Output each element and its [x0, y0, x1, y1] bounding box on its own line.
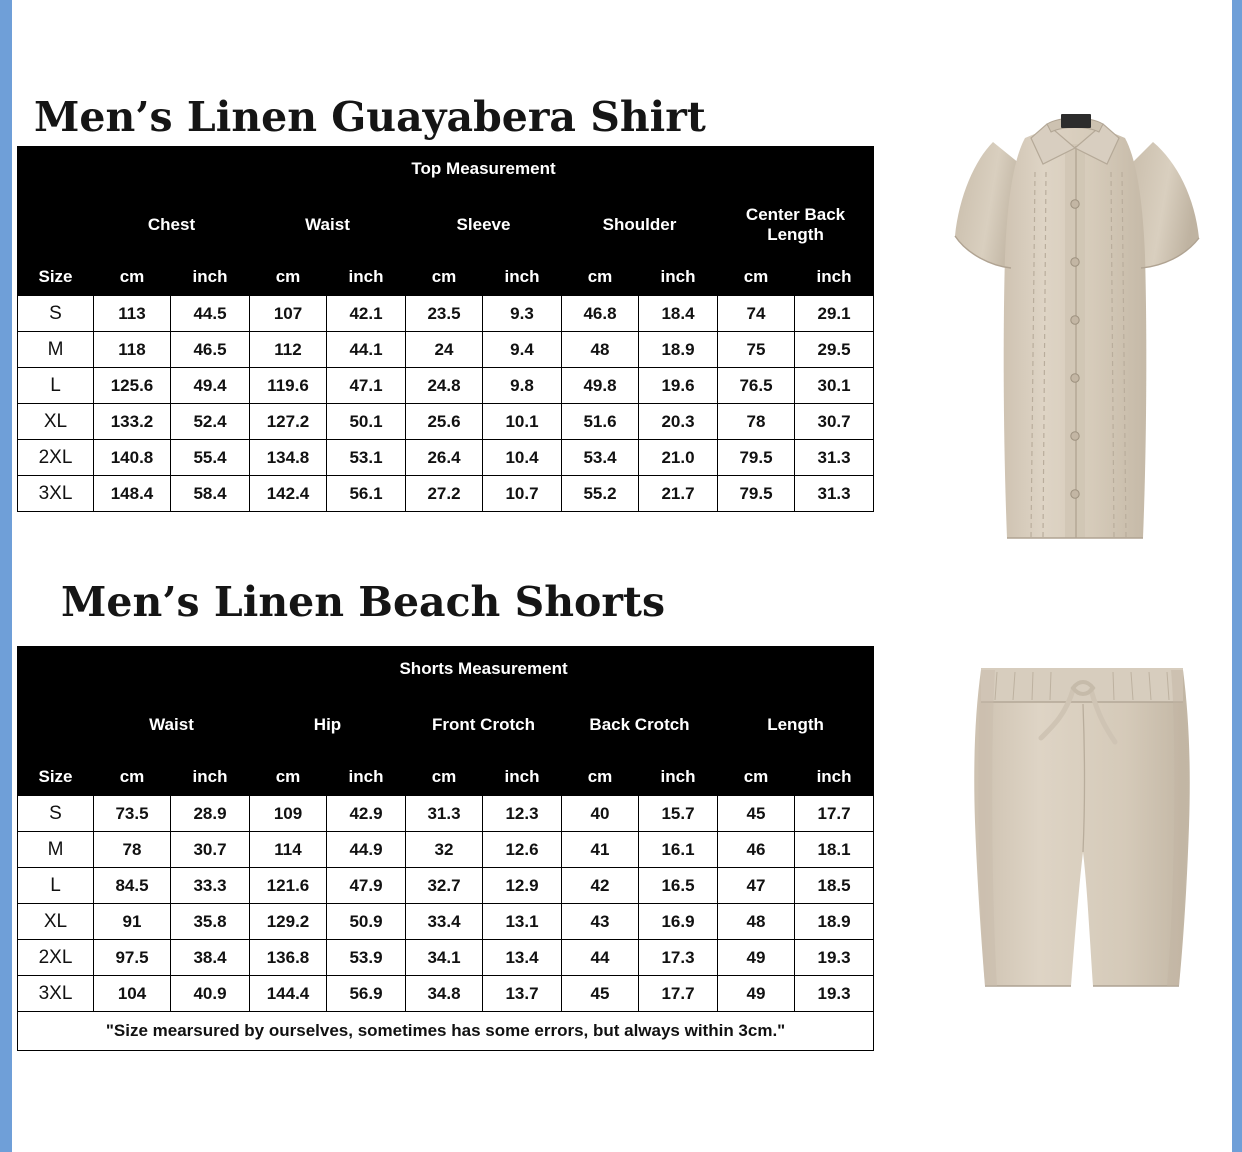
- shorts-unit-3: inch: [327, 759, 406, 796]
- shirt-unit-4: cm: [406, 259, 483, 296]
- cell: 19.3: [795, 940, 874, 976]
- cell: 32: [406, 832, 483, 868]
- shirt-unit-7: inch: [639, 259, 718, 296]
- cell: 12.9: [483, 868, 562, 904]
- cell: 10.1: [483, 404, 562, 440]
- shirt-size-table: [17, 146, 874, 512]
- cell: 134.8: [250, 440, 327, 476]
- shorts-row-size: XL: [18, 904, 94, 940]
- cell: 9.8: [483, 368, 562, 404]
- cell: 24.8: [406, 368, 483, 404]
- cell: 133.2: [94, 404, 171, 440]
- cell: 21.7: [639, 476, 718, 512]
- table-row: [18, 832, 874, 868]
- cell: 49: [718, 976, 795, 1012]
- shorts-group-header-row: [18, 647, 874, 692]
- cell: 50.9: [327, 904, 406, 940]
- shorts-section-title: Men’s Linen Beach Shorts: [61, 578, 666, 626]
- cell: 104: [94, 976, 171, 1012]
- cell: 74: [718, 296, 795, 332]
- cell: 121.6: [250, 868, 327, 904]
- shorts-unit-4: cm: [406, 759, 483, 796]
- cell: 17.7: [795, 796, 874, 832]
- table-row: [18, 404, 874, 440]
- cell: 34.8: [406, 976, 483, 1012]
- cell: 125.6: [94, 368, 171, 404]
- cell: 42.1: [327, 296, 406, 332]
- shirt-col-shoulder: Shoulder: [562, 192, 718, 259]
- cell: 19.3: [795, 976, 874, 1012]
- cell: 26.4: [406, 440, 483, 476]
- cell: 40.9: [171, 976, 250, 1012]
- content-area: [17, 0, 1232, 1152]
- cell: 56.9: [327, 976, 406, 1012]
- shirt-row-size: M: [18, 332, 94, 368]
- cell: 18.9: [639, 332, 718, 368]
- cell: 30.1: [795, 368, 874, 404]
- shirt-section-title: Men’s Linen Guayabera Shirt: [34, 93, 706, 141]
- cell: 45: [562, 976, 639, 1012]
- cell: 25.6: [406, 404, 483, 440]
- cell: 18.4: [639, 296, 718, 332]
- shorts-unit-7: inch: [639, 759, 718, 796]
- shirt-group-header-row: [18, 147, 874, 192]
- cell: 50.1: [327, 404, 406, 440]
- measurement-note-row: [18, 1012, 874, 1051]
- cell: 140.8: [94, 440, 171, 476]
- cell: 107: [250, 296, 327, 332]
- cell: 91: [94, 904, 171, 940]
- cell: 35.8: [171, 904, 250, 940]
- table-row: [18, 940, 874, 976]
- shirt-column-header-row: [18, 192, 874, 259]
- cell: 142.4: [250, 476, 327, 512]
- cell: 43: [562, 904, 639, 940]
- measurement-note: "Size mearsured by ourselves, sometimes has some errors, but always within 3cm.": [18, 1012, 874, 1051]
- cell: 113: [94, 296, 171, 332]
- shorts-unit-6: cm: [562, 759, 639, 796]
- cell: 18.5: [795, 868, 874, 904]
- cell: 16.5: [639, 868, 718, 904]
- shirt-row-size: 3XL: [18, 476, 94, 512]
- cell: 118: [94, 332, 171, 368]
- cell: 17.7: [639, 976, 718, 1012]
- shorts-col-hip: Hip: [250, 692, 406, 759]
- cell: 55.4: [171, 440, 250, 476]
- shorts-product-image: [937, 646, 1227, 1026]
- shirt-unit-6: cm: [562, 259, 639, 296]
- cell: 18.9: [795, 904, 874, 940]
- table-row: [18, 904, 874, 940]
- cell: 42: [562, 868, 639, 904]
- cell: 13.7: [483, 976, 562, 1012]
- cell: 30.7: [171, 832, 250, 868]
- table-row: [18, 368, 874, 404]
- table-row: [18, 440, 874, 476]
- shirt-col-sleeve: Sleeve: [406, 192, 562, 259]
- shorts-col-length: Length: [718, 692, 874, 759]
- shirt-unit-8: cm: [718, 259, 795, 296]
- cell: 17.3: [639, 940, 718, 976]
- cell: 48: [718, 904, 795, 940]
- cell: 29.5: [795, 332, 874, 368]
- shorts-size-label: Size: [18, 759, 94, 796]
- shorts-unit-2: cm: [250, 759, 327, 796]
- cell: 97.5: [94, 940, 171, 976]
- cell: 46.5: [171, 332, 250, 368]
- table-row: [18, 796, 874, 832]
- shorts-col-back-crotch: Back Crotch: [562, 692, 718, 759]
- shorts-unit-1: inch: [171, 759, 250, 796]
- cell: 40: [562, 796, 639, 832]
- cell: 24: [406, 332, 483, 368]
- cell: 49.8: [562, 368, 639, 404]
- cell: 79.5: [718, 476, 795, 512]
- cell: 16.9: [639, 904, 718, 940]
- cell: 45: [718, 796, 795, 832]
- cell: 79.5: [718, 440, 795, 476]
- cell: 46.8: [562, 296, 639, 332]
- shirt-unit-3: inch: [327, 259, 406, 296]
- cell: 52.4: [171, 404, 250, 440]
- cell: 53.1: [327, 440, 406, 476]
- shorts-row-size: 3XL: [18, 976, 94, 1012]
- shirt-unit-1: inch: [171, 259, 250, 296]
- table-row: [18, 976, 874, 1012]
- shorts-row-size: 2XL: [18, 940, 94, 976]
- shorts-unit-0: cm: [94, 759, 171, 796]
- shorts-row-size: L: [18, 868, 94, 904]
- shorts-column-header-row: [18, 692, 874, 759]
- shirt-product-image: [915, 86, 1235, 556]
- cell: 9.3: [483, 296, 562, 332]
- shorts-unit-5: inch: [483, 759, 562, 796]
- shorts-col-front-crotch: Front Crotch: [406, 692, 562, 759]
- cell: 33.4: [406, 904, 483, 940]
- shorts-size-table: [17, 646, 874, 1051]
- cell: 47.9: [327, 868, 406, 904]
- cell: 48: [562, 332, 639, 368]
- shirt-col-waist: Waist: [250, 192, 406, 259]
- cell: 31.3: [795, 440, 874, 476]
- cell: 129.2: [250, 904, 327, 940]
- cell: 34.1: [406, 940, 483, 976]
- shirt-col-chest: Chest: [94, 192, 250, 259]
- cell: 32.7: [406, 868, 483, 904]
- cell: 46: [718, 832, 795, 868]
- cell: 21.0: [639, 440, 718, 476]
- cell: 78: [718, 404, 795, 440]
- cell: 127.2: [250, 404, 327, 440]
- table-row: [18, 296, 874, 332]
- cell: 49: [718, 940, 795, 976]
- shirt-unit-0: cm: [94, 259, 171, 296]
- cell: 15.7: [639, 796, 718, 832]
- cell: 119.6: [250, 368, 327, 404]
- cell: 109: [250, 796, 327, 832]
- shorts-row-size: M: [18, 832, 94, 868]
- cell: 12.6: [483, 832, 562, 868]
- cell: 33.3: [171, 868, 250, 904]
- shirt-unit-5: inch: [483, 259, 562, 296]
- cell: 44.9: [327, 832, 406, 868]
- shorts-unit-8: cm: [718, 759, 795, 796]
- table-row: [18, 332, 874, 368]
- cell: 78: [94, 832, 171, 868]
- cell: 9.4: [483, 332, 562, 368]
- shorts-col-waist: Waist: [94, 692, 250, 759]
- cell: 41: [562, 832, 639, 868]
- cell: 76.5: [718, 368, 795, 404]
- cell: 136.8: [250, 940, 327, 976]
- cell: 56.1: [327, 476, 406, 512]
- cell: 42.9: [327, 796, 406, 832]
- shirt-unit-9: inch: [795, 259, 874, 296]
- table-row: [18, 476, 874, 512]
- cell: 19.6: [639, 368, 718, 404]
- cell: 31.3: [406, 796, 483, 832]
- cell: 16.1: [639, 832, 718, 868]
- cell: 112: [250, 332, 327, 368]
- cell: 84.5: [94, 868, 171, 904]
- cell: 55.2: [562, 476, 639, 512]
- cell: 28.9: [171, 796, 250, 832]
- cell: 29.1: [795, 296, 874, 332]
- cell: 38.4: [171, 940, 250, 976]
- shirt-row-size: L: [18, 368, 94, 404]
- cell: 10.4: [483, 440, 562, 476]
- shorts-unit-9: inch: [795, 759, 874, 796]
- shirt-row-size: S: [18, 296, 94, 332]
- cell: 148.4: [94, 476, 171, 512]
- cell: 31.3: [795, 476, 874, 512]
- cell: 53.9: [327, 940, 406, 976]
- cell: 114: [250, 832, 327, 868]
- cell: 27.2: [406, 476, 483, 512]
- cell: 44: [562, 940, 639, 976]
- shorts-row-size: S: [18, 796, 94, 832]
- cell: 18.1: [795, 832, 874, 868]
- shirt-unit-2: cm: [250, 259, 327, 296]
- cell: 23.5: [406, 296, 483, 332]
- cell: 58.4: [171, 476, 250, 512]
- cell: 47: [718, 868, 795, 904]
- shirt-unit-row: [18, 259, 874, 296]
- shirt-group-header: Top Measurement: [94, 147, 874, 192]
- cell: 51.6: [562, 404, 639, 440]
- table-row: [18, 868, 874, 904]
- cell: 30.7: [795, 404, 874, 440]
- cell: 44.5: [171, 296, 250, 332]
- cell: 75: [718, 332, 795, 368]
- cell: 20.3: [639, 404, 718, 440]
- shirt-size-label: Size: [18, 259, 94, 296]
- cell: 47.1: [327, 368, 406, 404]
- cell: 13.1: [483, 904, 562, 940]
- shorts-unit-row: [18, 759, 874, 796]
- cell: 44.1: [327, 332, 406, 368]
- cell: 144.4: [250, 976, 327, 1012]
- cell: 49.4: [171, 368, 250, 404]
- cell: 12.3: [483, 796, 562, 832]
- shirt-col-center-back-length: Center Back Length: [718, 192, 874, 259]
- shirt-row-size: 2XL: [18, 440, 94, 476]
- shirt-row-size: XL: [18, 404, 94, 440]
- cell: 53.4: [562, 440, 639, 476]
- shorts-group-header: Shorts Measurement: [94, 647, 874, 692]
- left-blue-border: [0, 0, 12, 1152]
- cell: 13.4: [483, 940, 562, 976]
- cell: 10.7: [483, 476, 562, 512]
- cell: 73.5: [94, 796, 171, 832]
